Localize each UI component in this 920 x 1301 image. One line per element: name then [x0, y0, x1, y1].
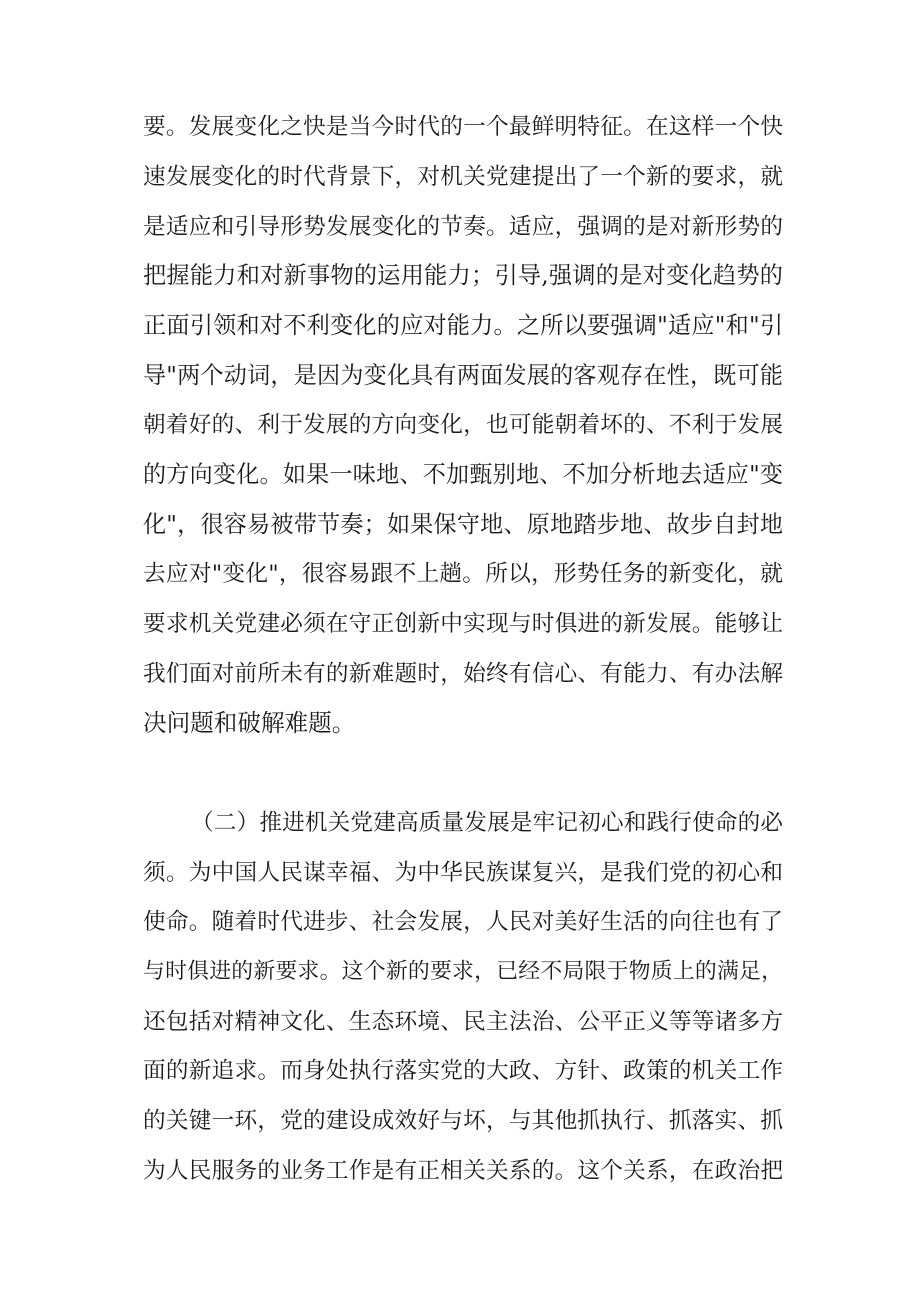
paragraph-line: 使命。随着时代进步、社会发展，人民对美好生活的向往也有了 [143, 909, 783, 935]
paragraph-line: 导"两个动词，是因为变化具有两面发展的客观存在性，既可能 [143, 363, 783, 389]
paragraph-line: 朝着好的、利于发展的方向变化，也可能朝着坏的、不利于发展 [143, 412, 783, 438]
paragraph-line: 为人民服务的业务工作是有正相关关系的。这个关系，在政治把 [143, 1158, 783, 1184]
paragraph-line: 是适应和引导形势发展变化的节奏。适应，强调的是对新形势的 [143, 214, 783, 240]
paragraph-line: 还包括对精神文化、生态环境、民主法治、公平正义等等诸多方 [143, 1009, 783, 1035]
paragraph-line: 决问题和破解难题。 [143, 709, 356, 737]
paragraph-line: 化"，很容易被带节奏；如果保守地、原地踏步地、故步自封地 [143, 512, 783, 538]
paragraph-line: 把握能力和对新事物的运用能力；引导,强调的是对变化趋势的 [143, 262, 783, 289]
paragraph-line: （二）推进机关党建高质量发展是牢记初心和践行使命的必 [191, 810, 783, 836]
paragraph-line: 我们面对前所未有的新难题时，始终有信心、有能力、有办法解 [143, 661, 783, 687]
paragraph-line: 的关键一环，党的建设成效好与坏，与其他抓执行、抓落实、抓 [143, 1108, 783, 1134]
paragraph-line: 与时俱进的新要求。这个新的要求，已经不局限于物质上的满足， [143, 959, 783, 984]
paragraph-line: 的方向变化。如果一味地、不加甄别地、不加分析地去适应"变 [143, 462, 783, 488]
paragraph-line: 要求机关党建必须在守正创新中实现与时俱进的新发展。能够让 [143, 611, 783, 637]
paragraph-line: 面的新追求。而身处执行落实党的大政、方针、政策的机关工作 [143, 1058, 783, 1084]
paragraph-line: 要。发展变化之快是当今时代的一个最鲜明特征。在这样一个快 [143, 114, 783, 140]
paragraph-line: 正面引领和对不利变化的应对能力。之所以要强调"适应"和"引 [143, 312, 783, 339]
paragraph-line: 速发展变化的时代背景下，对机关党建提出了一个新的要求，就 [143, 164, 783, 190]
paragraph-line: 须。为中国人民谋幸福、为中华民族谋复兴，是我们党的初心和 [143, 860, 783, 886]
paragraph-line: 去应对"变化"，很容易跟不上趟。所以，形势任务的新变化，就 [143, 561, 783, 587]
